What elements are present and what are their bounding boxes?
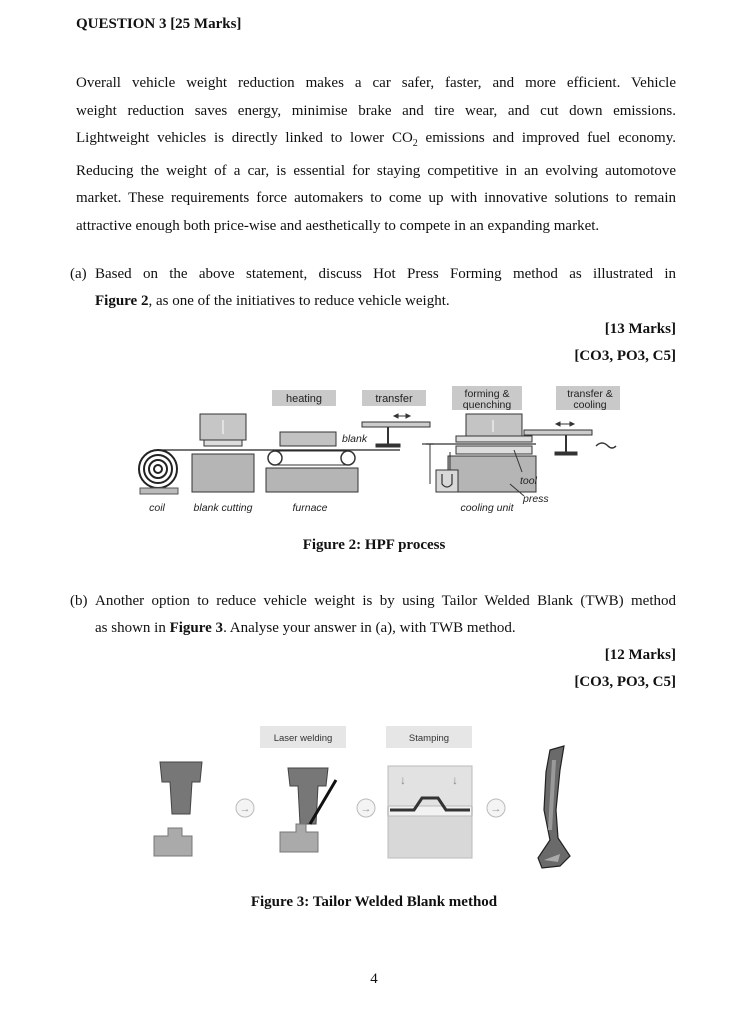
part-b-marks bbox=[574, 642, 676, 696]
intro-line bbox=[76, 125, 676, 158]
part-b-line2-text: . Analyse your answer in (a), with TWB method. bbox=[223, 620, 516, 636]
finished-b-pillar bbox=[538, 746, 570, 868]
part-b-text: Another option to reduce vehicle weight is by using Tailor Welded Blank (TWB) method bbox=[95, 593, 676, 609]
transfer-cooling-robot bbox=[524, 422, 616, 455]
intro-line: weight reduction saves energy, minimise brake and tire wear, and cut down emissions. bbox=[76, 102, 676, 119]
question-part-a bbox=[70, 261, 676, 315]
part-b-outcomes: [CO3, PO3, C5] bbox=[574, 674, 676, 690]
part-a-outcomes: [CO3, PO3, C5] bbox=[574, 348, 676, 364]
welded-blank bbox=[280, 768, 336, 852]
furnace-label: furnace bbox=[292, 502, 328, 514]
coil-base bbox=[140, 488, 178, 494]
blank-cutting-press bbox=[192, 414, 254, 492]
part-a-line2-text: , as one of the initiatives to reduce vehicle weight. bbox=[148, 293, 450, 309]
press-label: press bbox=[523, 493, 549, 505]
part-b-marks-value: [12 Marks] bbox=[604, 647, 676, 663]
transfer-label: transfer bbox=[375, 393, 413, 405]
forming-label-1: forming & bbox=[464, 388, 510, 400]
part-a-marks-value: [13 Marks] bbox=[604, 321, 676, 337]
press-down-arrow-icon: ↓ bbox=[452, 773, 458, 787]
heating-label: heating bbox=[285, 393, 323, 405]
cooling-unit bbox=[436, 470, 458, 492]
arrow-right-icon: → bbox=[360, 803, 372, 815]
part-b-line2 bbox=[70, 615, 676, 642]
part-a-text: Based on the above statement, discuss Hot Press Forming method as illustrated in bbox=[95, 266, 676, 282]
coil-label: coil bbox=[149, 502, 165, 514]
stamping-label: Stamping bbox=[408, 733, 450, 744]
question-heading: QUESTION 3 [25 Marks] bbox=[76, 16, 242, 32]
blank-label: blank bbox=[342, 433, 368, 445]
figure2-caption: Figure 2: HPF process bbox=[302, 537, 446, 553]
transfer-cooling-label-2: cooling bbox=[573, 399, 607, 411]
figure2-ref: Figure 2 bbox=[95, 293, 149, 309]
hpf-process-figure bbox=[130, 384, 620, 519]
intro-line: Overall vehicle weight reduction makes a car safer, faster, and more efficient. Vehicle bbox=[76, 75, 676, 91]
part-a-label: (a) bbox=[70, 266, 87, 282]
press-down-arrow-icon: ↓ bbox=[400, 773, 406, 787]
part-b-label: (b) bbox=[70, 593, 88, 609]
part-a-line1 bbox=[70, 261, 676, 288]
question-part-b bbox=[70, 588, 676, 642]
twb-method-figure bbox=[140, 720, 580, 875]
arrow-right-icon: → bbox=[239, 803, 251, 815]
page-number: 4 bbox=[370, 971, 378, 987]
intro-line: Reducing the weight of a car, is essential for staying competitive in an evolving automotove bbox=[76, 162, 676, 179]
forming-label-2: quenching bbox=[462, 399, 512, 411]
intro-line-text: Lightweight vehicles is directly linked to lower CO bbox=[76, 130, 413, 147]
laser-welding-label: Laser welding bbox=[273, 733, 333, 744]
transfer-cooling-label-1: transfer & bbox=[567, 388, 613, 400]
intro-paragraph bbox=[76, 70, 676, 241]
figure3-caption: Figure 3: Tailor Welded Blank method bbox=[250, 894, 498, 910]
stamping-die bbox=[388, 766, 472, 858]
tool-label: tool bbox=[520, 475, 537, 487]
co2-subscript: 2 bbox=[412, 138, 418, 150]
arrow-right-icon: → bbox=[490, 803, 502, 815]
part-a-line2 bbox=[70, 288, 676, 315]
intro-line-tail: emissions and improved fuel economy. bbox=[417, 130, 676, 147]
blank-cutting-label: blank cutting bbox=[193, 502, 253, 514]
part-a-marks bbox=[574, 316, 676, 370]
separate-blanks bbox=[154, 762, 202, 856]
part-b-line1 bbox=[70, 588, 676, 615]
part-b-line2-pre: as shown in bbox=[95, 620, 170, 636]
intro-line: market. These requirements force automakers to come up with innovative solutions to remain bbox=[76, 190, 676, 207]
intro-line: attractive enough both price-wise and aesthetically to compete in an expanding market. bbox=[76, 217, 600, 234]
figure3-ref: Figure 3 bbox=[169, 620, 224, 636]
cooling-unit-label: cooling unit bbox=[460, 502, 514, 514]
transfer-robot bbox=[362, 414, 430, 447]
